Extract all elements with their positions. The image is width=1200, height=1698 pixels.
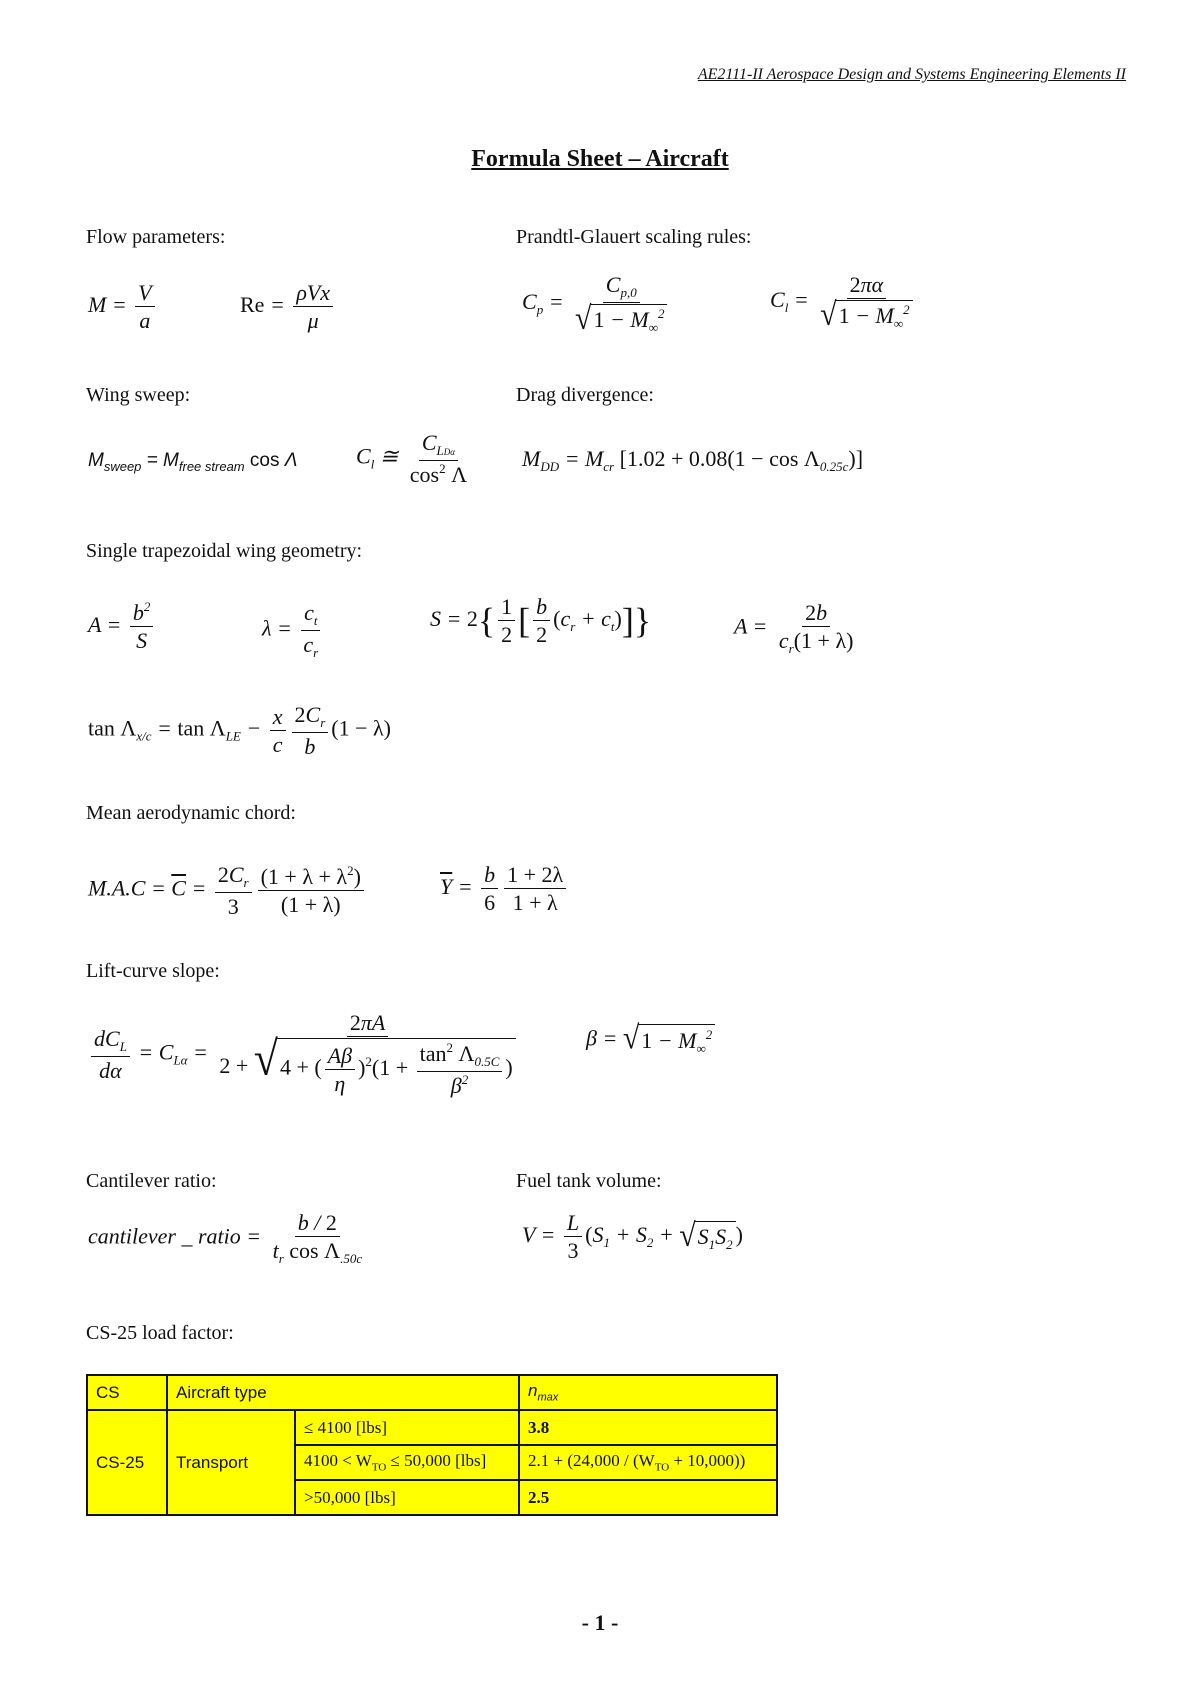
course-header: AE2111-II Aerospace Design and Systems Engineering Elements II	[697, 66, 1126, 83]
cell-cs25: CS-25	[87, 1410, 167, 1515]
section-cs25-load-factor: CS-25 load factor:	[86, 1322, 234, 1344]
section-wing-sweep: Wing sweep:	[86, 384, 191, 406]
load-factor-table	[86, 1374, 778, 1516]
table-row	[87, 1410, 777, 1445]
section-lift-curve-slope: Lift-curve slope:	[86, 960, 220, 982]
formula-cantilever-ratio: cantilever _ ratio = $\frac{b / 2}{t_r \cos \Lambda_{.50c}}$	[88, 1210, 363, 1267]
cell-condition-1: ≤ 4100 [lbs]	[295, 1410, 519, 1445]
page-number: - 1 -	[581, 1610, 619, 1635]
formula-cl-scaling: $C_l$ = 2πα √ $1 - M_\infty^2$	[770, 272, 919, 332]
cell-condition-3: >50,000 [lbs]	[295, 1480, 519, 1515]
cell-value-2: $2.1 + (24,000 / (W_{TO} + 10,000))$	[519, 1445, 777, 1480]
formula-reynolds: Re = $\frac{\text{ρVx}}{\mu}$	[240, 280, 336, 334]
table-header-row	[87, 1375, 777, 1410]
formula-wing-area: S = 2{ $\frac{1}{2}$ [ $\frac{b}{2}$ $(c_r + c_t)$]}	[430, 594, 652, 648]
formula-cl-sweep: $C_l$ ≅ $\frac{C_{LD\alpha}}{\cos^2 \Lambda}$	[356, 430, 468, 487]
cell-value-1: 3.8	[519, 1410, 777, 1445]
formula-mac-spanwise: $\overline{Y}$ = $\frac{b}{6}$ $\frac{1 + 2\lambda}{1 + \lambda}$	[440, 862, 569, 916]
section-flow-parameters: Flow parameters:	[86, 226, 226, 248]
formula-taper-ratio: λ = $\frac{c_t}{c_r}$	[262, 600, 324, 661]
formula-mach: M = $\frac{V}{a}$	[88, 280, 158, 334]
formula-aspect-ratio: A = $\frac{b^2}{S}$	[88, 600, 156, 654]
cell-value-3: 2.5	[519, 1480, 777, 1515]
formula-sweep-conversion: $\tan \Lambda_{x/c} = \tan \Lambda_{LE}$ − $\frac{x}{c}$ $\frac{2C_r}{b}$ (1 − λ)	[88, 702, 391, 759]
formula-lift-curve-slope: $\frac{dC_L}{d\alpha}$ = $C_{L\alpha}$ = 2πA 2 + √ 4 + ( $\frac{A\beta}{\eta}$ )$^2$(1 + $\frac{\tan^2 \Lambda_{0.5C}}{\beta^2}$ )	[88, 1010, 522, 1099]
formula-sweep-mach: $M_{sweep} = M_{free stream}$ cos Λ	[88, 450, 298, 474]
section-prandtl-glauert: Prandtl-Glauert scaling rules:	[516, 226, 752, 248]
header-cs: CS	[87, 1375, 167, 1410]
formula-fuel-tank-volume: V = $\frac{L}{3}$ ($S_1 + S_2$ + √ $S_1S_2$ )	[522, 1210, 743, 1264]
section-trapezoidal-geometry: Single trapezoidal wing geometry:	[86, 540, 363, 562]
section-fuel-tank-volume: Fuel tank volume:	[516, 1170, 662, 1192]
formula-beta: β = √ $1 - M_\infty^2$	[586, 1024, 715, 1057]
formula-mac: $M.A.C = \overline{C}$ = $\frac{2C_r}{3}$ $\frac{(1 + \lambda + \lambda^2)}{(1 + \lambda)}$	[88, 862, 367, 919]
section-drag-divergence: Drag divergence:	[516, 384, 654, 406]
section-mean-aerodynamic-chord: Mean aerodynamic chord:	[86, 802, 296, 824]
formula-cp-scaling: $C_p$ = $C_{p,0}$ √ $1 - M_\infty^2$	[522, 272, 673, 336]
header-aircraft-type: Aircraft type	[167, 1375, 519, 1410]
header-n-max: $n_{max}$	[519, 1375, 777, 1410]
cell-condition-2: $4100 < W_{TO} \le 50,000$ [lbs]	[295, 1445, 519, 1480]
section-cantilever-ratio: Cantilever ratio:	[86, 1170, 217, 1192]
page-title: Formula Sheet – Aircraft	[471, 146, 729, 172]
cell-transport: Transport	[167, 1410, 295, 1515]
formula-drag-divergence: $M_{DD} = M_{cr}$ $[1.02 + 0.08(1 - \cos \Lambda_{0.25c})]$	[522, 446, 864, 474]
formula-aspect-ratio-taper: A = $\frac{2b}{c_r(1 + \lambda)}$	[734, 600, 854, 657]
